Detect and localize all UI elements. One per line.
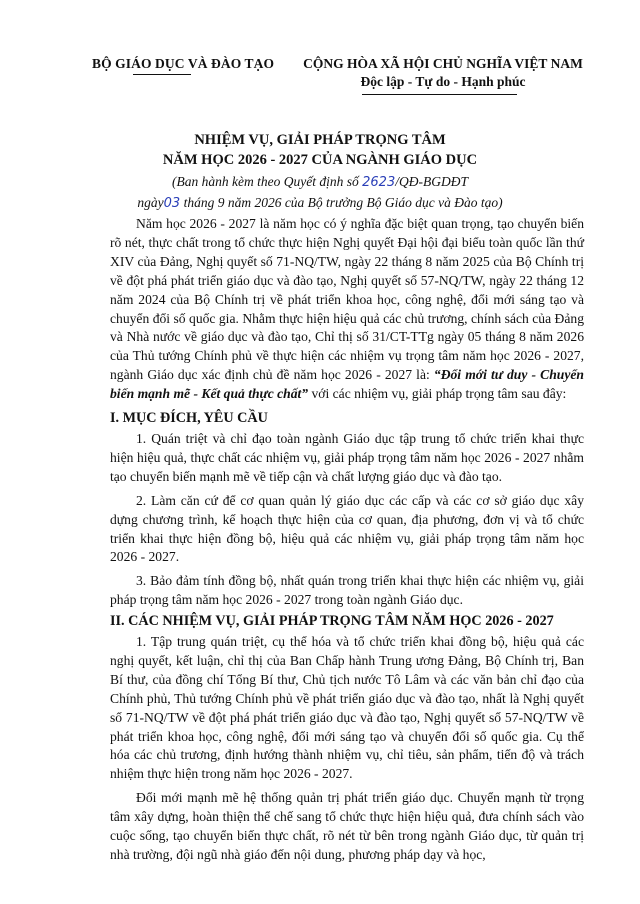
decision-number-handwritten: 2623 (362, 175, 396, 190)
decision-line-1 (70, 172, 570, 193)
decision-prefix: (Ban hành kèm theo Quyết định số (172, 174, 359, 189)
ministry-name: BỘ GIÁO DỤC VÀ ĐÀO TẠO (92, 56, 275, 71)
ministry-underline (133, 74, 191, 75)
decision-suffix: /QĐ-BGDĐT (395, 174, 468, 189)
intro-text-end: với các nhiệm vụ, giải pháp trọng tâm sau đây: (308, 386, 567, 402)
country-name: CỘNG HÒA XÃ HỘI CHỦ NGHĨA VIỆT NAM (303, 56, 583, 71)
title-line-1: NHIỆM VỤ, GIẢI PHÁP TRỌNG TÂM (194, 132, 446, 148)
school-year-theme: “Đổi mới tư duy - Chuyển biến mạnh mẽ - Kết quả thực chất” (110, 367, 584, 402)
decision-date-suffix: tháng 9 năm 2026 của Bộ trưởng Bộ Giáo dục và Đào tạo) (183, 195, 503, 210)
decision-line-2 (70, 193, 570, 214)
section-1-heading: I. MỤC ĐÍCH, YÊU CẦU (110, 410, 268, 427)
section-2-item-1: 1. Tập trung quán triệt, cụ thể hóa và tổ chức triển khai đồng bộ, hiệu quả các nghị quyết, kết luận, chỉ thị của Ban Chấp hành Trung ương Đảng, Bộ Chính trị, Ban Bí thư, của đồng chí Tổng Bí thư, Chủ tịch nước Tô Lâm và các văn bản chỉ đạo của Chính phủ, Thủ tướng Chính phủ về phát triển giáo dục và đào tạo, nhất là Nghị quyết số 71-NQ/TW về đột phá phát triển giáo dục và đào tạo, Nghị quyết số 57-NQ/TW về phát triển khoa học, công nghệ, đổi mới sáng tạo và chuyển đổi số quốc gia. Cụ thể hóa các chủ trương, định hướng thành nhiệm vụ, chỉ tiêu, sản phẩm, tiến độ và trách nhiệm thực hiện trong năm học 2026 - 2027. (110, 634, 584, 782)
national-header (293, 56, 593, 90)
section-2-heading: II. CÁC NHIỆM VỤ, GIẢI PHÁP TRỌNG TÂM NĂM HỌC 2026 - 2027 (110, 613, 554, 630)
title-line-2: NĂM HỌC 2026 - 2027 CỦA NGÀNH GIÁO DỤC (162, 152, 478, 168)
document-title (70, 130, 570, 170)
section-1-item-1: 1. Quán triệt và chỉ đạo toàn ngành Giáo dục tập trung tổ chức triển khai thực hiện hiệu quả, thực chất các nhiệm vụ, giải pháp trọng tâm năm học 2026 - 2027 nhằm tạo chuyển biến mạnh mẽ về tiếp cận và chất lượng giáo dục và đào tạo. (110, 430, 584, 484)
document-body (110, 215, 584, 870)
decision-date-prefix: ngày (137, 195, 164, 210)
section-2-paragraph-2: Đổi mới mạnh mẽ hệ thống quản trị phát triển giáo dục. Chuyển mạnh từ trọng tâm xây dựng, hoàn thiện thể chế sang tổ chức thực hiện hiệu quả, đưa chính sách vào cuộc sống, tạo chuyển biến thực chất, rõ nét từ bên trong ngành Giáo dục, từ quản trị nhà trường, đội ngũ nhà giáo đến nội dung, phương pháp dạy và học, (110, 790, 584, 862)
decision-reference (70, 172, 570, 214)
motto-underline (362, 94, 517, 95)
intro-text: Năm học 2026 - 2027 là năm học có ý nghĩa đặc biệt quan trọng, tạo chuyển biến rõ nét, thực chất trong tổ chức thực hiện Nghị quyết Đại hội đại biểu toàn quốc lần thứ XIV của Đảng, Nghị quyết số 71-NQ/TW, ngày 22 tháng 8 năm 2025 của Bộ Chính trị về đột phá phát triển giáo dục và đào tạo, Nghị quyết số 57-NQ/TW, ngày 22 tháng 12 năm 2024 của Bộ Chính trị về phát triển khoa học, công nghệ, đổi mới sáng tạo và chuyển đổi số quốc gia. Nhằm thực hiện hiệu quả các chủ trương, chính sách của Đảng và Nhà nước về giáo dục và đào tạo, Chỉ thị số 31/CT-TTg ngày 05 tháng 8 năm 2026 của Thủ tướng Chính phủ về thực hiện các nhiệm vụ trọng tâm năm học 2026 - 2027, ngành Giáo dục xác định chủ đề năm học 2026 - 2027 là: (110, 216, 584, 383)
decision-day-handwritten: 03 (163, 196, 181, 211)
national-motto: Độc lập - Tự do - Hạnh phúc (360, 74, 526, 89)
section-1-item-2: 2. Làm căn cứ để cơ quan quản lý giáo dục các cấp và các cơ sở giáo dục xây dựng chương trình, kế hoạch thực hiện của cơ quan, địa phương, đơn vị và tổ chức triển khai thực hiện đồng bộ, hiệu quả các nhiệm vụ, giải pháp trọng tâm năm học 2026 - 2027. (110, 492, 584, 565)
section-1-item-3: 3. Bảo đảm tính đồng bộ, nhất quán trong triển khai thực hiện các nhiệm vụ, giải pháp trọng tâm năm học 2026 - 2027 trong toàn ngành Giáo dục. (110, 573, 584, 608)
intro-paragraph (110, 215, 584, 404)
